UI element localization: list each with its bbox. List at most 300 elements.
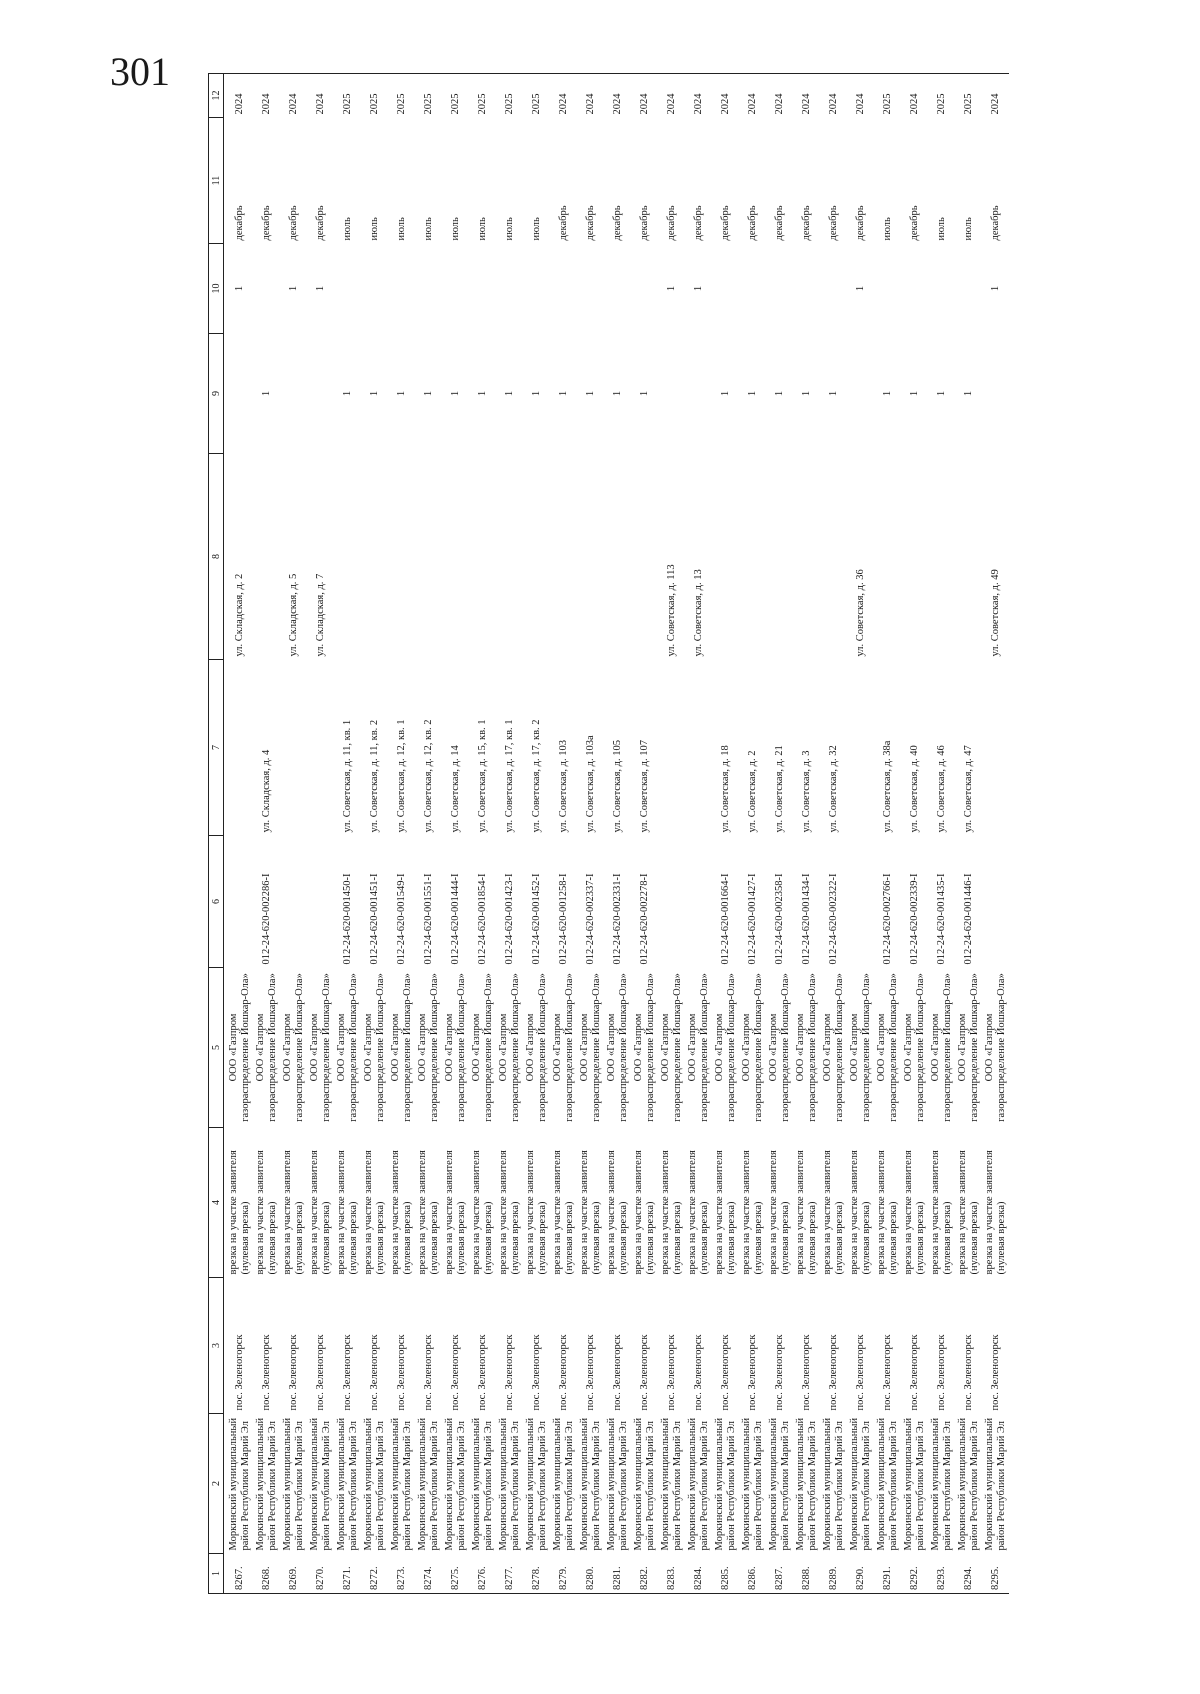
count-col10-cell (361, 244, 388, 334)
count-col10-cell (712, 244, 739, 334)
column-header: 12 (209, 74, 224, 118)
application-code-cell: 012-24-620-001664-I (719, 873, 731, 965)
count-col9-cell (224, 334, 254, 454)
count-col10-cell (550, 244, 577, 334)
settlement-cell: пос. Зеленогорск (503, 1334, 515, 1411)
row-number: 8295. (982, 1554, 1009, 1594)
table-row (955, 74, 982, 1594)
settlement-cell: пос. Зеленогорск (341, 1334, 353, 1411)
address-alt-cell: ул. Складская, д. 7 (314, 573, 326, 657)
address-cell: ул. Советская, д. 12, кв. 1 (395, 719, 407, 833)
organization-cell: ООО «Газпром газораспределение Йошкар-Ола» (282, 973, 305, 1122)
year-cell: 2025 (442, 74, 469, 118)
district-cell: Моркинский муниципальный район Республики Марий Эл (336, 1417, 359, 1551)
month-cell: декабрь (638, 205, 650, 241)
year-cell: 2024 (631, 74, 658, 118)
data-table (208, 73, 1009, 1594)
count-col10-cell: 1 (314, 285, 326, 292)
address-cell: ул. Советская, д. 2 (746, 750, 758, 833)
district-cell: Моркинский муниципальный район Республики Марий Эл (255, 1417, 278, 1551)
count-col9-cell: 1 (800, 390, 812, 397)
organization-cell: ООО «Газпром газораспределение Йошкар-Ола» (309, 973, 332, 1122)
district-cell: Моркинский муниципальный район Республики Марий Эл (768, 1417, 791, 1551)
work-type-cell: врезка на участке заявителя (нулевая врезка) (660, 1150, 683, 1275)
address-cell (307, 660, 334, 836)
column-header: 6 (209, 836, 224, 968)
count-col9-cell: 1 (449, 390, 461, 397)
table-row (982, 74, 1009, 1594)
address-alt-cell (631, 454, 658, 660)
year-cell: 2024 (847, 74, 874, 118)
count-col10-cell (415, 244, 442, 334)
row-number: 8290. (847, 1554, 874, 1594)
district-cell: Моркинский муниципальный район Республики Марий Эл (741, 1417, 764, 1551)
application-code-cell: 012-24-620-001435-I (935, 873, 947, 965)
district-cell: Моркинский муниципальный район Республики Марий Эл (390, 1417, 413, 1551)
row-number: 8278. (523, 1554, 550, 1594)
month-cell: декабрь (584, 205, 596, 241)
work-type-cell: врезка на участке заявителя (нулевая врезка) (552, 1150, 575, 1275)
district-cell: Моркинский муниципальный район Республики Марий Эл (822, 1417, 845, 1551)
month-cell: декабрь (827, 205, 839, 241)
address-alt-cell (442, 454, 469, 660)
year-cell: 2024 (739, 74, 766, 118)
organization-cell: ООО «Газпром газораспределение Йошкар-Ола» (741, 973, 764, 1122)
address-cell: ул. Советская, д. 21 (773, 745, 785, 833)
row-number: 8271. (334, 1554, 361, 1594)
address-alt-cell (928, 454, 955, 660)
work-type-cell: врезка на участке заявителя (нулевая врезка) (390, 1150, 413, 1275)
address-cell: ул. Советская, д. 105 (611, 740, 623, 833)
month-cell: декабрь (260, 205, 272, 241)
application-code-cell: 012-24-620-002337-I (584, 873, 596, 965)
year-cell: 2024 (685, 74, 712, 118)
application-code-cell: 012-24-620-002322-I (827, 873, 839, 965)
application-code-cell (847, 836, 874, 968)
work-type-cell: врезка на участке заявителя (нулевая врезка) (255, 1150, 278, 1275)
column-header: 3 (209, 1278, 224, 1414)
address-alt-cell (334, 454, 361, 660)
district-cell: Моркинский муниципальный район Республики Марий Эл (660, 1417, 683, 1551)
address-cell: ул. Советская, д. 12, кв. 2 (422, 719, 434, 833)
count-col9-cell (658, 334, 685, 454)
work-type-cell: врезка на участке заявителя (нулевая врезка) (795, 1150, 818, 1275)
address-cell: ул. Советская, д. 40 (908, 745, 920, 833)
page-number: 301 (110, 49, 170, 94)
application-code-cell (982, 836, 1009, 968)
settlement-cell: пос. Зеленогорск (584, 1334, 596, 1411)
count-col10-cell (388, 244, 415, 334)
address-cell: ул. Советская, д. 32 (827, 745, 839, 833)
count-col10-cell (523, 244, 550, 334)
row-number: 8291. (874, 1554, 901, 1594)
count-col10-cell (793, 244, 820, 334)
work-type-cell: врезка на участке заявителя (нулевая врезка) (444, 1150, 467, 1275)
district-cell: Моркинский муниципальный район Республики Марий Эл (417, 1417, 440, 1551)
work-type-cell: врезка на участке заявителя (нулевая врезка) (984, 1150, 1007, 1275)
table-row (793, 74, 820, 1594)
work-type-cell: врезка на участке заявителя (нулевая врезка) (417, 1150, 440, 1275)
count-col10-cell (766, 244, 793, 334)
month-cell: июль (341, 217, 353, 241)
district-cell: Моркинский муниципальный район Республики Марий Эл (687, 1417, 710, 1551)
settlement-cell: пос. Зеленогорск (773, 1334, 785, 1411)
month-cell: декабрь (557, 205, 569, 241)
month-cell: июль (395, 217, 407, 241)
work-type-cell: врезка на участке заявителя (нулевая врезка) (282, 1150, 305, 1275)
table-row (577, 74, 604, 1594)
count-col9-cell: 1 (584, 390, 596, 397)
address-cell (658, 660, 685, 836)
count-col10-cell (820, 244, 847, 334)
district-cell: Моркинский муниципальный район Республики Марий Эл (984, 1417, 1007, 1551)
count-col9-cell (982, 334, 1009, 454)
address-alt-cell (496, 454, 523, 660)
application-code-cell: 012-24-620-001450-I (341, 873, 353, 965)
year-cell: 2024 (712, 74, 739, 118)
settlement-cell: пос. Зеленогорск (908, 1334, 920, 1411)
year-cell: 2025 (496, 74, 523, 118)
count-col10-cell (604, 244, 631, 334)
column-header: 1 (209, 1554, 224, 1594)
count-col9-cell (280, 334, 307, 454)
address-cell: ул. Советская, д. 11, кв. 2 (368, 719, 380, 833)
month-cell: июль (962, 217, 974, 241)
work-type-cell: врезка на участке заявителя (нулевая врезка) (849, 1150, 872, 1275)
district-cell: Моркинский муниципальный район Республики Марий Эл (957, 1417, 980, 1551)
address-cell: ул. Советская, д. 14 (449, 745, 461, 833)
organization-cell: ООО «Газпром газораспределение Йошкар-Ола» (795, 973, 818, 1122)
settlement-cell: пос. Зеленогорск (962, 1334, 974, 1411)
application-code-cell: 012-24-620-002278-I (638, 873, 650, 965)
organization-cell: ООО «Газпром газораспределение Йошкар-Ола» (876, 973, 899, 1122)
organization-cell: ООО «Газпром газораспределение Йошкар-Ола» (660, 973, 683, 1122)
address-cell (685, 660, 712, 836)
organization-cell: ООО «Газпром газораспределение Йошкар-Ола» (471, 973, 494, 1122)
settlement-cell: пос. Зеленогорск (368, 1334, 380, 1411)
year-cell: 2025 (415, 74, 442, 118)
month-cell: июль (503, 217, 515, 241)
count-col10-cell (928, 244, 955, 334)
address-cell: ул. Советская, д. 18 (719, 745, 731, 833)
organization-cell: ООО «Газпром газораспределение Йошкар-Ола» (552, 973, 575, 1122)
address-cell: ул. Советская, д. 11, кв. 1 (341, 719, 353, 833)
table-row (361, 74, 388, 1594)
year-cell: 2024 (224, 74, 254, 118)
month-cell: июль (935, 217, 947, 241)
district-cell: Моркинский муниципальный район Республики Марий Эл (579, 1417, 602, 1551)
table-row (496, 74, 523, 1594)
count-col10-cell (442, 244, 469, 334)
organization-cell: ООО «Газпром газораспределение Йошкар-Ола» (228, 973, 251, 1122)
count-col10-cell (901, 244, 928, 334)
month-cell: июль (476, 217, 488, 241)
application-code-cell: 012-24-620-002286-I (260, 873, 272, 965)
work-type-cell: врезка на участке заявителя (нулевая врезка) (741, 1150, 764, 1275)
address-alt-cell: ул. Складская, д. 5 (287, 573, 299, 657)
month-cell: декабрь (773, 205, 785, 241)
district-cell: Моркинский муниципальный район Республики Марий Эл (849, 1417, 872, 1551)
address-cell (847, 660, 874, 836)
settlement-cell: пос. Зеленогорск (638, 1334, 650, 1411)
count-col9-cell: 1 (881, 390, 893, 397)
count-col9-cell: 1 (530, 390, 542, 397)
count-col9-cell: 1 (638, 390, 650, 397)
application-code-cell: 012-24-620-002358-I (773, 873, 785, 965)
address-cell: ул. Советская, д. 103 (557, 740, 569, 833)
organization-cell: ООО «Газпром газораспределение Йошкар-Ола» (714, 973, 737, 1122)
organization-cell: ООО «Газпром газораспределение Йошкар-Ола» (903, 973, 926, 1122)
address-cell: ул. Советская, д. 15, кв. 1 (476, 719, 488, 833)
year-cell: 2025 (388, 74, 415, 118)
settlement-cell: пос. Зеленогорск (989, 1334, 1001, 1411)
month-cell: декабрь (692, 205, 704, 241)
district-cell: Моркинский муниципальный район Республики Марий Эл (795, 1417, 818, 1551)
count-col10-cell (874, 244, 901, 334)
settlement-cell: пос. Зеленогорск (449, 1334, 461, 1411)
application-code-cell: 012-24-620-001444-I (449, 873, 461, 965)
count-col9-cell: 1 (962, 390, 974, 397)
application-code-cell (280, 836, 307, 968)
table-row (334, 74, 361, 1594)
column-header: 4 (209, 1128, 224, 1278)
month-cell: декабрь (854, 205, 866, 241)
table-row (847, 74, 874, 1594)
count-col10-cell (577, 244, 604, 334)
column-number-row (209, 74, 224, 1594)
row-number: 8280. (577, 1554, 604, 1594)
organization-cell: ООО «Газпром газораспределение Йошкар-Ола» (255, 973, 278, 1122)
row-number: 8269. (280, 1554, 307, 1594)
count-col9-cell: 1 (611, 390, 623, 397)
count-col9-cell: 1 (260, 390, 272, 397)
row-number: 8286. (739, 1554, 766, 1594)
column-header: 2 (209, 1414, 224, 1554)
year-cell: 2024 (901, 74, 928, 118)
settlement-cell: пос. Зеленогорск (611, 1334, 623, 1411)
table-row (224, 74, 254, 1594)
settlement-cell: пос. Зеленогорск (935, 1334, 947, 1411)
count-col10-cell (334, 244, 361, 334)
organization-cell: ООО «Газпром газораспределение Йошкар-Ола» (984, 973, 1007, 1122)
application-code-cell: 012-24-620-002339-I (908, 873, 920, 965)
address-alt-cell: ул. Складская, д. 2 (233, 573, 245, 657)
organization-cell: ООО «Газпром газораспределение Йошкар-Ола» (390, 973, 413, 1122)
count-col9-cell: 1 (422, 390, 434, 397)
settlement-cell: пос. Зеленогорск (692, 1334, 704, 1411)
organization-cell: ООО «Газпром газораспределение Йошкар-Ола» (633, 973, 656, 1122)
row-number: 8274. (415, 1554, 442, 1594)
count-col9-cell: 1 (773, 390, 785, 397)
table-header (209, 74, 224, 1594)
address-alt-cell (469, 454, 496, 660)
month-cell: декабрь (719, 205, 731, 241)
organization-cell: ООО «Газпром газораспределение Йошкар-Ола» (498, 973, 521, 1122)
work-type-cell: врезка на участке заявителя (нулевая врезка) (309, 1150, 332, 1275)
month-cell: декабрь (665, 205, 677, 241)
application-code-cell: 012-24-620-001549-I (395, 873, 407, 965)
column-header: 10 (209, 244, 224, 334)
work-type-cell: врезка на участке заявителя (нулевая врезка) (768, 1150, 791, 1275)
settlement-cell: пос. Зеленогорск (665, 1334, 677, 1411)
row-number: 8276. (469, 1554, 496, 1594)
column-header: 9 (209, 334, 224, 454)
month-cell: июль (422, 217, 434, 241)
district-cell: Моркинский муниципальный район Республики Марий Эл (633, 1417, 656, 1551)
year-cell: 2025 (955, 74, 982, 118)
row-number: 8281. (604, 1554, 631, 1594)
table-row (469, 74, 496, 1594)
year-cell: 2024 (658, 74, 685, 118)
address-alt-cell (388, 454, 415, 660)
year-cell: 2024 (982, 74, 1009, 118)
address-alt-cell (955, 454, 982, 660)
month-cell: декабрь (314, 205, 326, 241)
count-col10-cell (253, 244, 280, 334)
organization-cell: ООО «Газпром газораспределение Йошкар-Ола» (768, 973, 791, 1122)
count-col10-cell: 1 (665, 285, 677, 292)
address-alt-cell (901, 454, 928, 660)
address-cell: ул. Советская, д. 17, кв. 2 (530, 719, 542, 833)
row-number: 8289. (820, 1554, 847, 1594)
row-number: 8294. (955, 1554, 982, 1594)
year-cell: 2025 (523, 74, 550, 118)
work-type-cell: врезка на участке заявителя (нулевая врезка) (957, 1150, 980, 1275)
district-cell: Моркинский муниципальный район Республики Марий Эл (876, 1417, 899, 1551)
settlement-cell: пос. Зеленогорск (476, 1334, 488, 1411)
address-alt-cell (415, 454, 442, 660)
month-cell: декабрь (989, 205, 1001, 241)
address-alt-cell: ул. Советская, д. 36 (854, 569, 866, 657)
address-alt-cell (550, 454, 577, 660)
table-row (820, 74, 847, 1594)
organization-cell: ООО «Газпром газораспределение Йошкар-Ола» (525, 973, 548, 1122)
count-col9-cell: 1 (503, 390, 515, 397)
application-code-cell (658, 836, 685, 968)
year-cell: 2024 (820, 74, 847, 118)
table-row (685, 74, 712, 1594)
address-cell: ул. Советская, д. 103а (584, 735, 596, 833)
work-type-cell: врезка на участке заявителя (нулевая врезка) (336, 1150, 359, 1275)
application-code-cell (685, 836, 712, 968)
month-cell: декабрь (611, 205, 623, 241)
application-code-cell: 012-24-620-001427-I (746, 873, 758, 965)
address-alt-cell (361, 454, 388, 660)
address-alt-cell (712, 454, 739, 660)
settlement-cell: пос. Зеленогорск (287, 1334, 299, 1411)
settlement-cell: пос. Зеленогорск (827, 1334, 839, 1411)
table-row (523, 74, 550, 1594)
table-row (874, 74, 901, 1594)
application-code-cell: 012-24-620-001258-I (557, 873, 569, 965)
table-row (712, 74, 739, 1594)
work-type-cell: врезка на участке заявителя (нулевая врезка) (903, 1150, 926, 1275)
table-row (253, 74, 280, 1594)
count-col9-cell: 1 (827, 390, 839, 397)
month-cell: июль (449, 217, 461, 241)
address-alt-cell (739, 454, 766, 660)
row-number: 8270. (307, 1554, 334, 1594)
organization-cell: ООО «Газпром газораспределение Йошкар-Ола» (444, 973, 467, 1122)
table-row (901, 74, 928, 1594)
row-number: 8267. (224, 1554, 254, 1594)
year-cell: 2024 (577, 74, 604, 118)
year-cell: 2025 (334, 74, 361, 118)
year-cell: 2025 (361, 74, 388, 118)
row-number: 8277. (496, 1554, 523, 1594)
organization-cell: ООО «Газпром газораспределение Йошкар-Ола» (417, 973, 440, 1122)
table-row (280, 74, 307, 1594)
table-row (415, 74, 442, 1594)
column-header: 11 (209, 118, 224, 244)
district-cell: Моркинский муниципальный район Республики Марий Эл (228, 1417, 251, 1551)
settlement-cell: пос. Зеленогорск (233, 1334, 245, 1411)
column-header: 7 (209, 660, 224, 836)
address-alt-cell (577, 454, 604, 660)
address-cell (280, 660, 307, 836)
address-alt-cell (793, 454, 820, 660)
table-row (388, 74, 415, 1594)
address-cell: ул. Советская, д. 38а (881, 740, 893, 833)
work-type-cell: врезка на участке заявителя (нулевая врезка) (363, 1150, 386, 1275)
district-cell: Моркинский муниципальный район Республики Марий Эл (552, 1417, 575, 1551)
count-col10-cell: 1 (233, 285, 245, 292)
work-type-cell: врезка на участке заявителя (нулевая врезка) (822, 1150, 845, 1275)
table-row (658, 74, 685, 1594)
count-col10-cell (631, 244, 658, 334)
application-code-cell: 012-24-620-002766-I (881, 873, 893, 965)
organization-cell: ООО «Газпром газораспределение Йошкар-Ола» (363, 973, 386, 1122)
count-col10-cell (955, 244, 982, 334)
district-cell: Моркинский муниципальный район Республики Марий Эл (444, 1417, 467, 1551)
count-col10-cell (496, 244, 523, 334)
settlement-cell: пос. Зеленогорск (719, 1334, 731, 1411)
organization-cell: ООО «Газпром газораспределение Йошкар-Ола» (930, 973, 953, 1122)
row-number: 8285. (712, 1554, 739, 1594)
work-type-cell: врезка на участке заявителя (нулевая врезка) (633, 1150, 656, 1275)
organization-cell: ООО «Газпром газораспределение Йошкар-Ола» (957, 973, 980, 1122)
application-code-cell: 012-24-620-002331-I (611, 873, 623, 965)
year-cell: 2024 (793, 74, 820, 118)
settlement-cell: пос. Зеленогорск (557, 1334, 569, 1411)
work-type-cell: врезка на участке заявителя (нулевая врезка) (687, 1150, 710, 1275)
district-cell: Моркинский муниципальный район Республики Марий Эл (606, 1417, 629, 1551)
work-type-cell: врезка на участке заявителя (нулевая врезка) (714, 1150, 737, 1275)
district-cell: Моркинский муниципальный район Республики Марий Эл (282, 1417, 305, 1551)
count-col10-cell (469, 244, 496, 334)
district-cell: Моркинский муниципальный район Республики Марий Эл (498, 1417, 521, 1551)
work-type-cell: врезка на участке заявителя (нулевая врезка) (579, 1150, 602, 1275)
application-code-cell: 012-24-620-001452-I (530, 873, 542, 965)
address-alt-cell (523, 454, 550, 660)
organization-cell: ООО «Газпром газораспределение Йошкар-Ола» (849, 973, 872, 1122)
address-alt-cell (253, 454, 280, 660)
row-number: 8275. (442, 1554, 469, 1594)
count-col10-cell (739, 244, 766, 334)
application-code-cell: 012-24-620-001434-I (800, 873, 812, 965)
work-type-cell: врезка на участке заявителя (нулевая врезка) (498, 1150, 521, 1275)
address-cell: ул. Складская, д. 4 (260, 749, 272, 833)
count-col9-cell: 1 (746, 390, 758, 397)
year-cell: 2025 (469, 74, 496, 118)
address-cell: ул. Советская, д. 3 (800, 750, 812, 833)
application-code-cell: 012-24-620-001451-I (368, 873, 380, 965)
count-col9-cell: 1 (935, 390, 947, 397)
work-type-cell: врезка на участке заявителя (нулевая врезка) (930, 1150, 953, 1275)
table-row (928, 74, 955, 1594)
settlement-cell: пос. Зеленогорск (530, 1334, 542, 1411)
address-alt-cell: ул. Советская, д. 13 (692, 569, 704, 657)
